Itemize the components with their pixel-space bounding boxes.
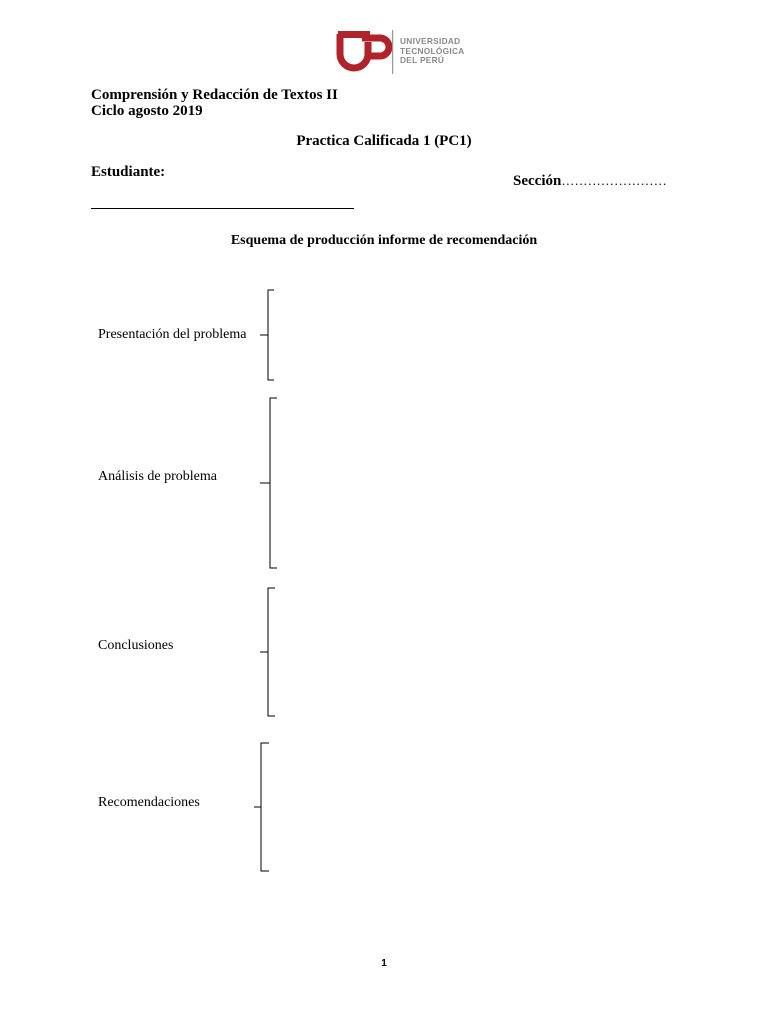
student-name-line[interactable] <box>91 208 354 209</box>
exam-title: Practica Calificada 1 (PC1) <box>296 133 472 149</box>
page-number: 1 <box>381 958 387 969</box>
logo-line-2: TECNOLÓGICA <box>400 45 465 56</box>
logo-line-1: UNIVERSIDAD <box>400 36 461 46</box>
utp-logo-icon <box>336 28 396 78</box>
course-cycle: Ciclo agosto 2019 <box>91 103 203 119</box>
brace-conclusions <box>258 586 280 720</box>
brace-recommendations <box>252 741 274 875</box>
schema-label-presentation: Presentación del problema <box>98 327 247 342</box>
brace-analysis <box>258 396 282 572</box>
student-label: Estudiante: <box>91 164 166 180</box>
brace-presentation <box>258 288 280 384</box>
section-field[interactable] <box>513 173 667 190</box>
schema-label-conclusions: Conclusiones <box>98 638 174 653</box>
course-info <box>91 87 338 119</box>
logo-text <box>400 37 465 66</box>
schema-label-analysis: Análisis de problema <box>98 469 217 484</box>
course-name: Comprensión y Redacción de Textos II <box>91 87 338 103</box>
schema-label-recommendations: Recomendaciones <box>98 795 200 810</box>
university-logo <box>336 28 476 78</box>
section-dots: …………………… <box>561 173 667 188</box>
section-label: Sección <box>513 173 562 189</box>
schema-title: Esquema de producción informe de recomendación <box>230 233 538 248</box>
logo-line-3: DEL PERÚ <box>400 55 445 66</box>
